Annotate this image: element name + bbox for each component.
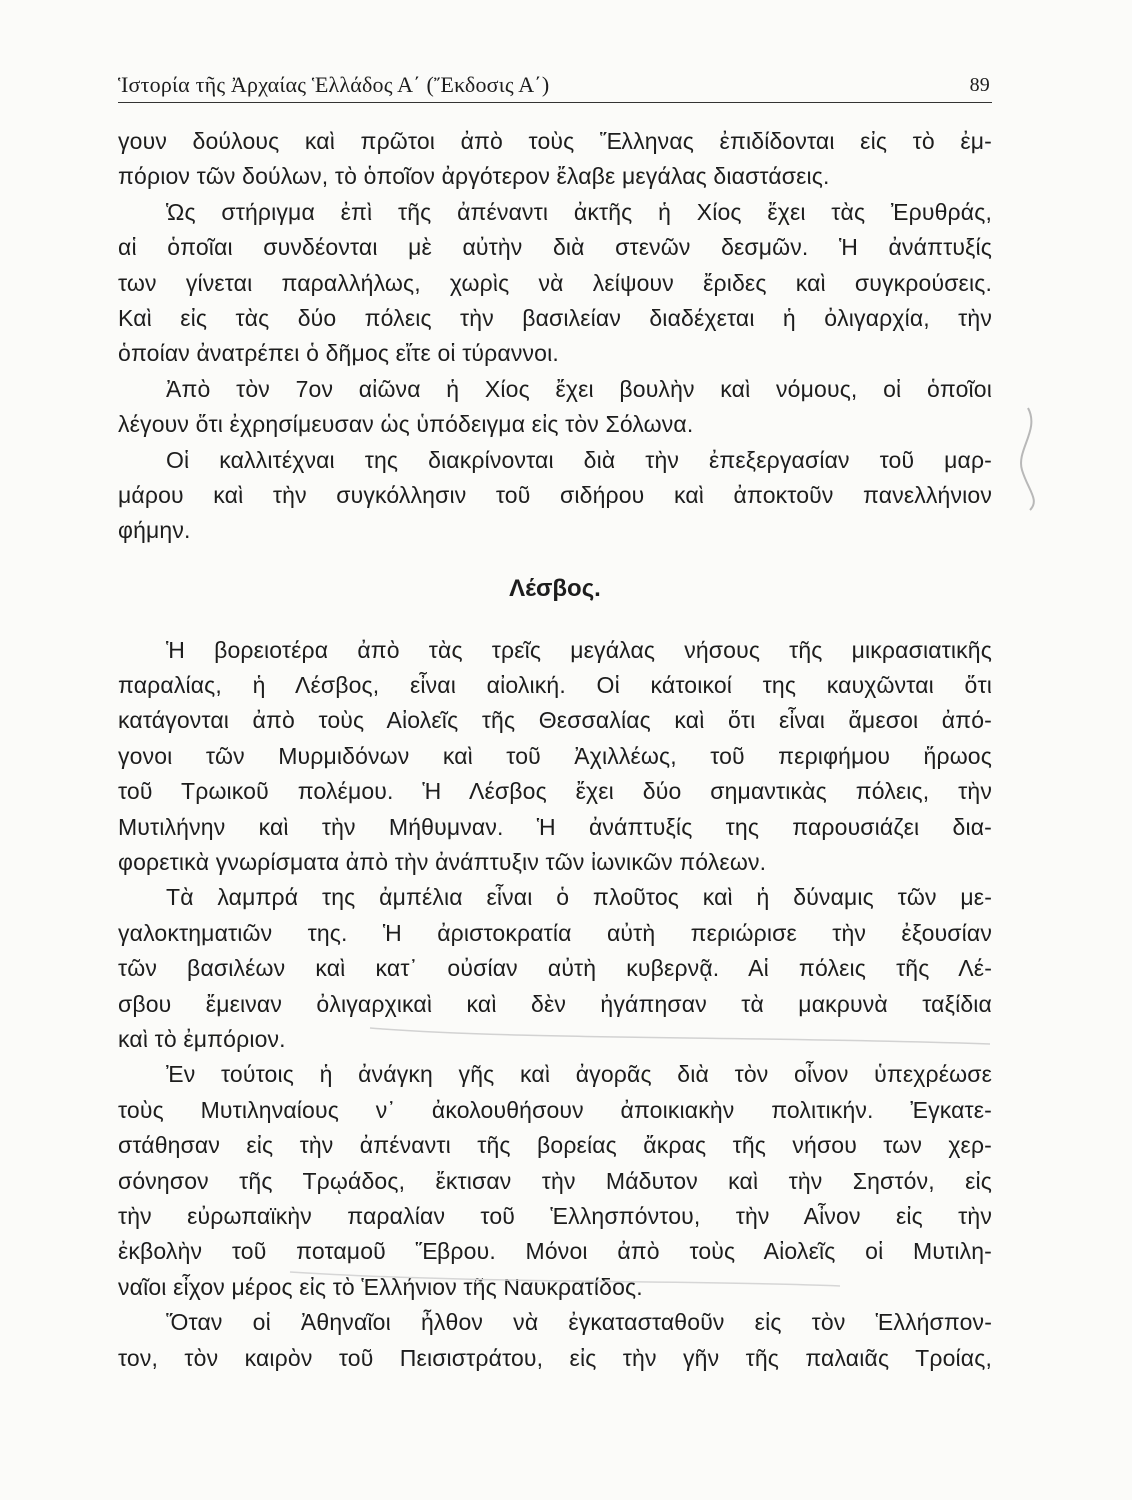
text-line: καὶ τὸ ἐμπόριον.: [118, 1025, 286, 1052]
text-line: λέγουν ὅτι ἐχρησίμευσαν ὡς ὑπόδειγμα εἰς τὸν Σόλωνα.: [118, 411, 694, 438]
text-line: κατάγονται ἀπὸ τοὺς Αἰολεῖς τῆς Θεσσαλίας καὶ ὅτι εἶναι ἄμεσοι ἀπό-: [118, 707, 992, 734]
paragraph-chios-erythrae: [118, 195, 992, 372]
text-line: Ὡς στήριγμα ἐπὶ τῆς ἀπέναντι ἀκτῆς ἡ Χίος ἔχει τὰς Ἐρυθράς,: [166, 198, 992, 225]
text-line: τοὺς Μυτιληναίους ν᾽ ἀκολουθήσουν ἀποικιακὴν πολιτικήν. Ἐγκατε-: [118, 1096, 992, 1123]
text-line: τὴν εὐρωπαϊκὴν παραλίαν τοῦ Ἑλλησπόντου, τὴν Αἶνον εἰς τὴν: [118, 1202, 992, 1229]
text-line: Καὶ εἰς τὰς δύο πόλεις τὴν βασιλείαν διαδέχεται ἡ ὀλιγαρχία, τὴν: [118, 304, 992, 331]
text-line: ναῖοι εἶχον μέρος εἰς τὸ Ἑλλήνιον τῆς Ναυκρατίδος.: [118, 1273, 643, 1300]
text-line: πόριον τῶν δούλων, τὸ ὁποῖον ἀργότερον ἔλαβε μεγάλας διαστάσεις.: [118, 163, 830, 190]
paragraph-lesbos-athenians: [118, 1305, 992, 1376]
text-line: τον, τὸν καιρὸν τοῦ Πεισιστράτου, εἰς τὴν γῆν τῆς παλαιᾶς Τροίας,: [118, 1344, 992, 1371]
text-line: Ἐν τούτοις ἡ ἀνάγκη γῆς καὶ ἀγορᾶς διὰ τὸν οἶνον ὑπεχρέωσε: [166, 1061, 992, 1088]
text-line: Μυτιλήνην καὶ τὴν Μήθυμναν. Ἡ ἀνάπτυξίς της παρουσιάζει δια-: [118, 813, 992, 840]
text-line: στάθησαν εἰς τὴν ἀπέναντι τῆς βορείας ἄκρας τῆς νήσου των χερ-: [118, 1132, 992, 1159]
section-heading: Λέσβος.: [509, 574, 601, 602]
page-number: 89: [969, 74, 990, 96]
paragraph-lesbos-intro: [118, 633, 992, 881]
text-line: ὁποίαν ἀνατρέπει ὁ δῆμος εἴτε οἱ τύραννοι.: [118, 340, 559, 367]
text-line: ἐκβολὴν τοῦ ποταμοῦ Ἕβρου. Μόνοι ἀπὸ τοὺς Αἰολεῖς οἱ Μυτιλη-: [118, 1238, 992, 1265]
text-line: αἱ ὁποῖαι συνδέονται μὲ αὐτὴν διὰ στενῶν δεσμῶν. Ἡ ἀνάπτυξίς: [118, 234, 992, 261]
text-line: τοῦ Τρωικοῦ πολέμου. Ἡ Λέσβος ἔχει δύο σημαντικὰς πόλεις, τὴν: [118, 778, 992, 805]
text-line: γονοι τῶν Μυρμιδόνων καὶ τοῦ Ἀχιλλέως, τοῦ περιφήμου ἥρωος: [118, 742, 992, 769]
text-line: Οἱ καλλιτέχναι της διακρίνονται διὰ τὴν ἐπεξεργασίαν τοῦ μαρ-: [166, 446, 992, 473]
text-line: παραλίας, ἡ Λέσβος, εἶναι αἰολική. Οἱ κάτοικοί της καυχῶνται ὅτι: [118, 672, 992, 699]
text-line: φορετικὰ γνωρίσματα ἀπὸ τὴν ἀνάπτυξιν τῶν ἰωνικῶν πόλεων.: [118, 849, 767, 876]
paragraph-chios-artists: [118, 443, 992, 549]
running-title: Ἱστορία τῆς Ἀρχαίας Ἑλλάδος Α΄ (Ἔκδοσις Α΄): [118, 72, 550, 97]
pencil-bracket-mark: [1021, 408, 1034, 510]
running-head: [118, 72, 992, 100]
text-line: των γίνεται παραλλήλως, χωρὶς νὰ λείψουν ἔριδες καὶ συγκρούσεις.: [118, 269, 992, 296]
header-rule: [118, 102, 992, 103]
text-line: σβου ἔμειναν ὀλιγαρχικαὶ καὶ δὲν ἠγάπησαν τὰ μακρυνὰ ταξίδια: [118, 990, 992, 1017]
text-line: γαλοκτηματιῶν της. Ἡ ἀριστοκρατία αὐτὴ περιώρισε τὴν ἐξουσίαν: [118, 919, 992, 946]
text-line: Τὰ λαμπρά της ἀμπέλια εἶναι ὁ πλοῦτος καὶ ἡ δύναμις τῶν με-: [166, 884, 992, 911]
paragraph-lesbos-colonies: [118, 1057, 992, 1305]
text-line: φήμην.: [118, 517, 191, 544]
text-line: γουν δούλους καὶ πρῶτοι ἀπὸ τοὺς Ἕλληνας ἐπιδίδονται εἰς τὸ ἐμ-: [118, 128, 992, 154]
body-text: [118, 124, 992, 1376]
text-line: σόνησον τῆς Τρῳάδος, ἔκτισαν τὴν Μάδυτον καὶ τὴν Σηστόν, εἰς: [118, 1167, 992, 1194]
paragraph-chios-council: [118, 372, 992, 443]
paragraph-chios-slaves: [118, 124, 992, 195]
text-line: Ἡ βορειοτέρα ἀπὸ τὰς τρεῖς μεγάλας νήσους τῆς μικρασιατικῆς: [166, 636, 992, 663]
text-line: τῶν βασιλέων καὶ κατ᾽ οὐσίαν αὐτὴ κυβερνᾷ. Αἱ πόλεις τῆς Λέ-: [118, 955, 992, 982]
text-line: Ὅταν οἱ Ἀθηναῖοι ἦλθον νὰ ἐγκατασταθοῦν εἰς τὸν Ἑλλήσπον-: [166, 1309, 992, 1336]
text-line: μάρου καὶ τὴν συγκόλλησιν τοῦ σιδήρου καὶ ἀποκτοῦν πανελλήνιον: [118, 481, 992, 508]
text-line: Ἀπὸ τὸν 7ον αἰῶνα ἡ Χίος ἔχει βουλὴν καὶ νόμους, οἱ ὁποῖοι: [166, 375, 992, 402]
paragraph-lesbos-vineyards: [118, 880, 992, 1057]
